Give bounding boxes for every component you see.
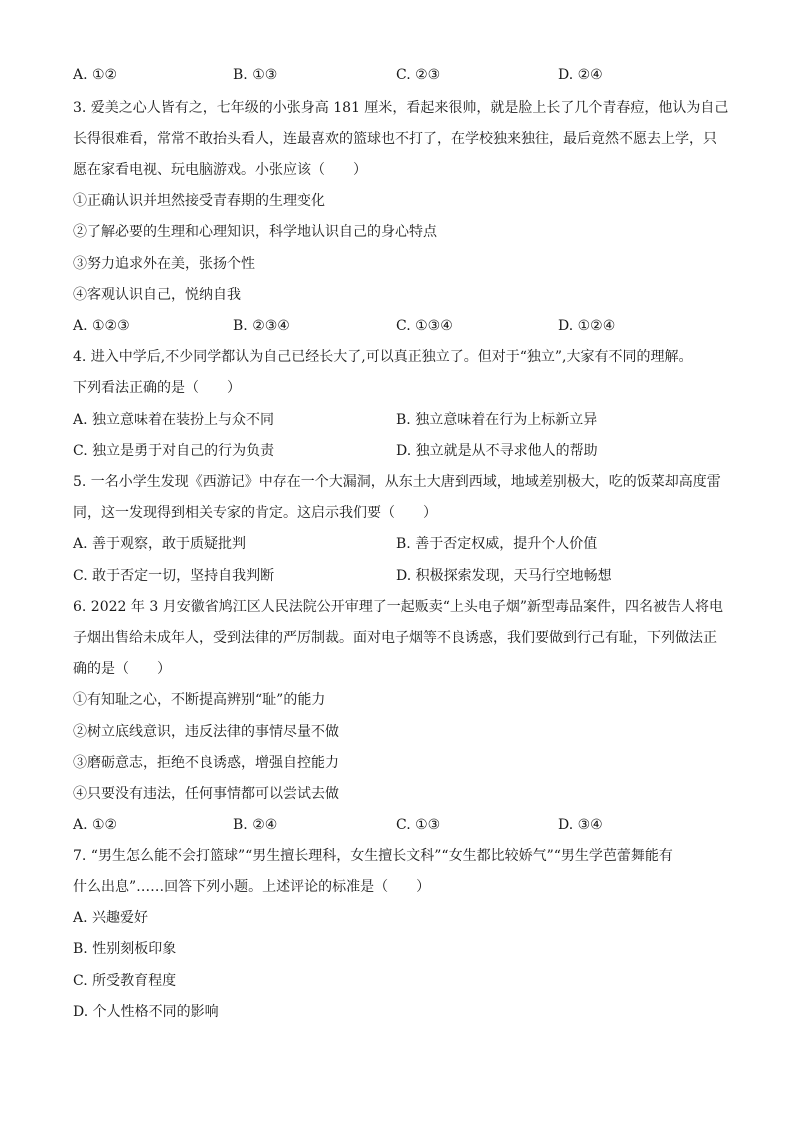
option-a: A. ①② [73,817,118,833]
option-c: C. 敢于否定一切，坚持自我判断 [73,568,275,584]
option-a: A. 兴趣爱好 [73,910,149,926]
option-d: D. 个人性格不同的影响 [73,1004,219,1020]
statement-item: ②树立底线意识，违反法律的事情尽量不做 [73,724,339,740]
question-stem-line: 下列看法正确的是（ ） [73,380,241,396]
statement-item: ③磨砺意志，拒绝不良诱惑，增强自控能力 [73,755,339,771]
statement-item: ①有知耻之心，不断提高辨别“耻”的能力 [73,692,326,708]
option-b: B. ①③ [233,67,278,83]
question-stem-line: 4. 进入中学后,不少同学都认为自己已经长大了,可以真正独立了。但对于“独立”,大家有不同的理解。 [73,349,693,365]
option-a: A. 善于观察，敢于质疑批判 [73,536,247,552]
question-stem-line: 什么出息”……回答下列小题。上述评论的标准是（ ） [73,879,431,895]
question-stem-line: 长得很难看，常常不敢抬头看人，连最喜欢的篮球也不打了，在学校独来独往，最后竟然不愿去上学，只 [73,131,717,147]
option-c: C. ①③④ [396,318,453,334]
statement-item: ③努力追求外在美，张扬个性 [73,256,255,272]
option-b: B. 善于否定权威，提升个人价值 [396,536,598,552]
option-b: B. 性别刻板印象 [73,941,177,957]
option-b: B. ②③④ [233,318,290,334]
option-a: A. 独立意味着在装扮上与众不同 [73,412,275,428]
option-a: A. ①② [73,67,118,83]
question-stem-line: 3. 爱美之心人皆有之，七年级的小张身高 181 厘米，看起来很帅，就是脸上长了几个青春痘，他认为自己 [73,100,729,116]
option-c: C. 独立是勇于对自己的行为负责 [73,443,275,459]
option-d: D. 独立就是从不寻求他人的帮助 [396,443,598,459]
option-a: A. ①②③ [73,318,130,334]
statement-item: ②了解必要的生理和心理知识，科学地认识自己的身心特点 [73,224,437,240]
option-c: C. ①③ [396,817,441,833]
option-b: B. 独立意味着在行为上标新立异 [396,412,598,428]
question-stem-line: 愿在家看电视、玩电脑游戏。小张应该（ ） [73,162,367,178]
option-d: D. ①②④ [558,318,616,334]
statement-item: ④客观认识自己，悦纳自我 [73,287,241,303]
option-c: C. ②③ [396,67,441,83]
question-stem-line: 7. “男生怎么能不会打篮球”“男生擅长理科，女生擅长文科”“女生都比较娇气”“男生学芭蕾舞能有 [73,848,673,864]
question-stem-line: 同，这一发现得到相关专家的肯定。这启示我们要（ ） [73,505,437,521]
option-d: D. ②④ [558,67,603,83]
option-d: D. ③④ [558,817,603,833]
statement-item: ④只要没有违法，任何事情都可以尝试去做 [73,786,339,802]
option-b: B. ②④ [233,817,278,833]
option-d: D. 积极探索发现，天马行空地畅想 [396,568,612,584]
question-stem-line: 子烟出售给未成年人，受到法律的严厉制裁。面对电子烟等不良诱惑，我们要做到行己有耻，下列做法正 [73,630,717,646]
question-stem-line: 确的是（ ） [73,661,171,677]
question-stem-line: 5. 一名小学生发现《西游记》中存在一个大漏洞，从东土大唐到西域，地域差别极大，吃的饭菜却高度雷 [73,474,721,490]
statement-item: ①正确认识并坦然接受青春期的生理变化 [73,193,325,209]
option-c: C. 所受教育程度 [73,973,177,989]
question-stem-line: 6. 2022 年 3 月安徽省鸠江区人民法院公开审理了一起贩卖“上头电子烟”新型毒品案件，四名被告人将电 [73,599,724,615]
